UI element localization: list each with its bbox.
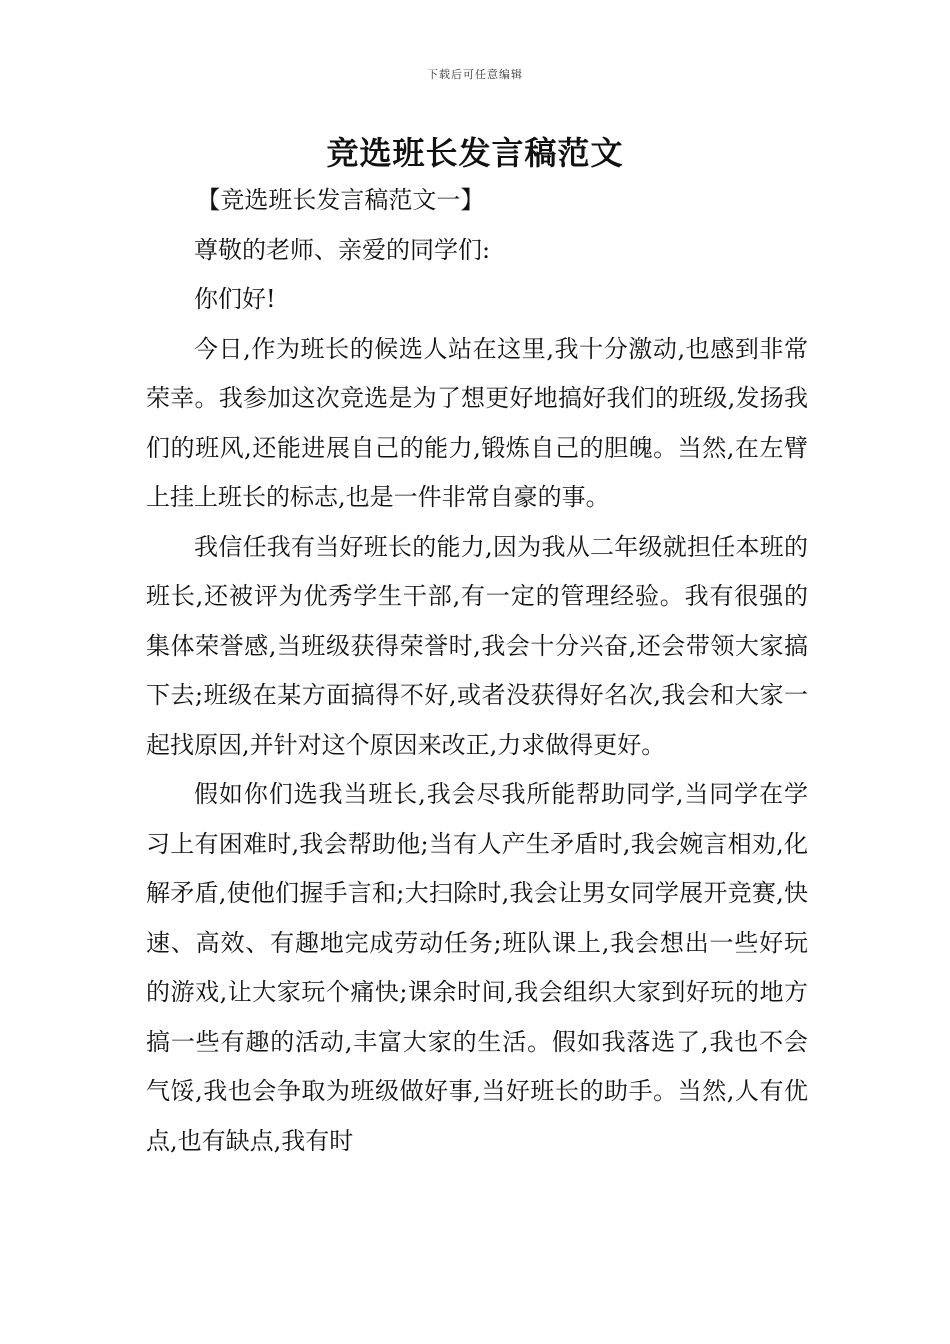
body-paragraph: 今日,作为班长的候选人站在这里,我十分激动,也感到非常荣幸。我参加这次竞选是为了想更好地搞好我们的班级,发扬我们的班风,还能进展自己的能力,锻炼自己的胆魄。当然,在左臂上挂上班长的标志,也是一件非常自豪的事。 — [146, 334, 808, 511]
header-note: 下载后可任意编辑 — [427, 68, 523, 81]
document-body — [146, 176, 808, 1166]
greeting: 你们好! — [194, 285, 276, 313]
body-paragraph: 我信任我有当好班长的能力,因为我从二年级就担任本班的班长,还被评为优秀学生干部,有一定的管理经验。我有很强的集体荣誉感,当班级获得荣誉时,我会十分兴奋,还会带领大家搞下去;班级在某方面搞得不好,或者没获得好名次,我会和大家一起找原因,并针对这个原因来改正,力求做得更好。 — [146, 532, 808, 759]
salutation: 尊敬的老师、亲爱的同学们: — [194, 235, 491, 264]
section-heading: 【竞选班长发言稿范文一】 — [196, 186, 485, 214]
document-title: 竞选班长发言稿范文 — [326, 134, 624, 172]
body-paragraph: 假如你们选我当班长,我会尽我所能帮助同学,当同学在学习上有困难时,我会帮助他;当有人产生矛盾时,我会婉言相劝,化解矛盾,使他们握手言和;大扫除时,我会让男女同学展开竞赛,快速、高效、有趣地完成劳动任务;班队课上,我会想出一些好玩的游戏,让大家玩个痛快;课余时间,我会组织大家到好玩的地方搞一些有趣的活动,丰富大家的生活。假如我落选了,我也不会气馁,我也会争取为班级做好事,当好班长的助手。当然,人有优点,也有缺点,我有时 — [146, 780, 808, 1155]
